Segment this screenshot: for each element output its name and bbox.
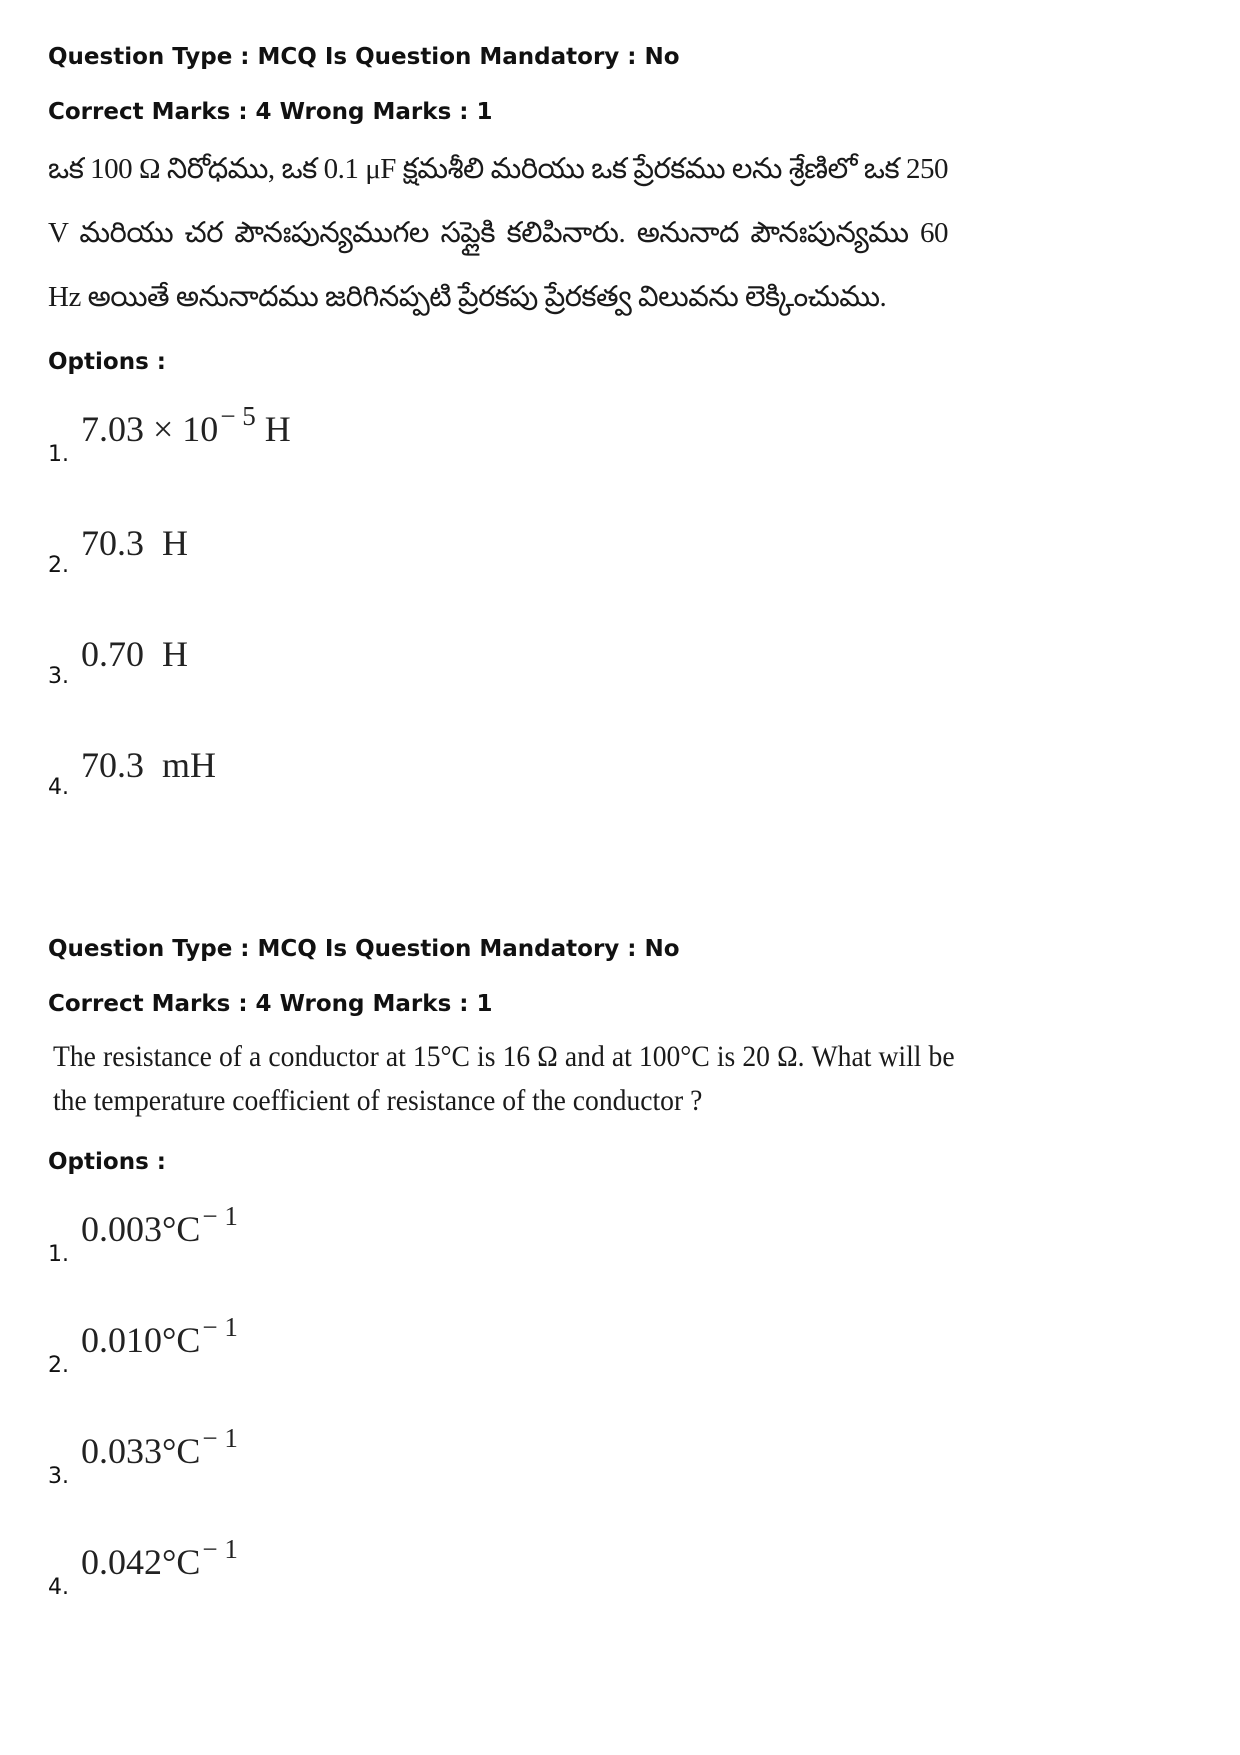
option-exponent: − 5 [220,401,256,431]
options-label: Options : [48,1149,166,1175]
option-value: 70.3 mH [81,745,216,785]
option-number: 2. [48,1353,69,1378]
option-value: 0.70 H [81,634,188,674]
question-block [48,934,1198,1601]
option-item[interactable] [48,1490,1198,1601]
options-list [48,1157,1198,1601]
wrong-marks-label: Wrong Marks : 1 [279,99,493,125]
option-value: $0.003^\circ C^{- 1}$ [81,1201,238,1249]
option-item[interactable] [48,1379,1198,1490]
option-item[interactable] [48,1157,1198,1268]
question-meta-type [48,934,1198,964]
option-value: $0.042^\circ C^{- 1}$ [81,1534,238,1582]
option-value: $7.03 \times 10^{- 5}$ H [81,401,291,449]
question-meta-type [48,42,1198,72]
question-text: The resistance of a conductor at 15°C is 16 Ω and at 100°C is 20 Ω. What will be the temperature coefficient of resistance of the conductor ? [53,1040,955,1117]
option-exponent: − 1 [202,1312,238,1342]
question-mandatory-label: Is Question Mandatory : No [324,44,680,70]
question-block [48,42,1198,801]
option-exponent: − 1 [202,1423,238,1453]
options-list [48,357,1198,801]
option-item[interactable] [48,468,1198,579]
option-value: $0.010^\circ C^{- 1}$ [81,1312,238,1360]
option-number: 1. [48,1242,69,1267]
option-value: 70.3 H [81,523,188,563]
question-mandatory-label: Is Question Mandatory : No [324,936,680,962]
question-text: ఒక 100 Ω నిరోధము, ఒక 0.1 μF క్షమశీలి మరియు ఒక ప్రేరకము లను శ్రేణిలో ఒక 250 V మరియు చర పౌనఃపున్యముగల సప్లైకి కలిపినారు. అనునాద పౌనఃపున్యము 60 Hz అయితే అనునాదము జరిగినప్పటి ప్రేరకపు ప్రేరకత్వ విలువను లెక్కించుము. [48,153,948,313]
question-meta-marks [48,989,1198,1019]
question-meta-marks [48,97,1198,127]
options-label: Options : [48,349,166,375]
option-exponent: − 1 [202,1534,238,1564]
question-type-label: Question Type : MCQ [48,44,325,70]
question-type-label: Question Type : MCQ [48,936,325,962]
option-number: 1. [48,442,69,467]
correct-marks-label: Correct Marks : 4 [48,991,280,1017]
option-value: $0.033^\circ C^{- 1}$ [81,1423,238,1471]
option-item[interactable] [48,1268,1198,1379]
option-number: 3. [48,1464,69,1489]
wrong-marks-label: Wrong Marks : 1 [279,991,493,1017]
option-number: 4. [48,775,69,800]
correct-marks-label: Correct Marks : 4 [48,99,280,125]
option-item[interactable] [48,357,1198,468]
option-item[interactable] [48,579,1198,690]
option-number: 4. [48,1575,69,1600]
option-number: 3. [48,664,69,689]
option-item[interactable] [48,690,1198,801]
option-number: 2. [48,553,69,578]
option-exponent: − 1 [202,1201,238,1231]
